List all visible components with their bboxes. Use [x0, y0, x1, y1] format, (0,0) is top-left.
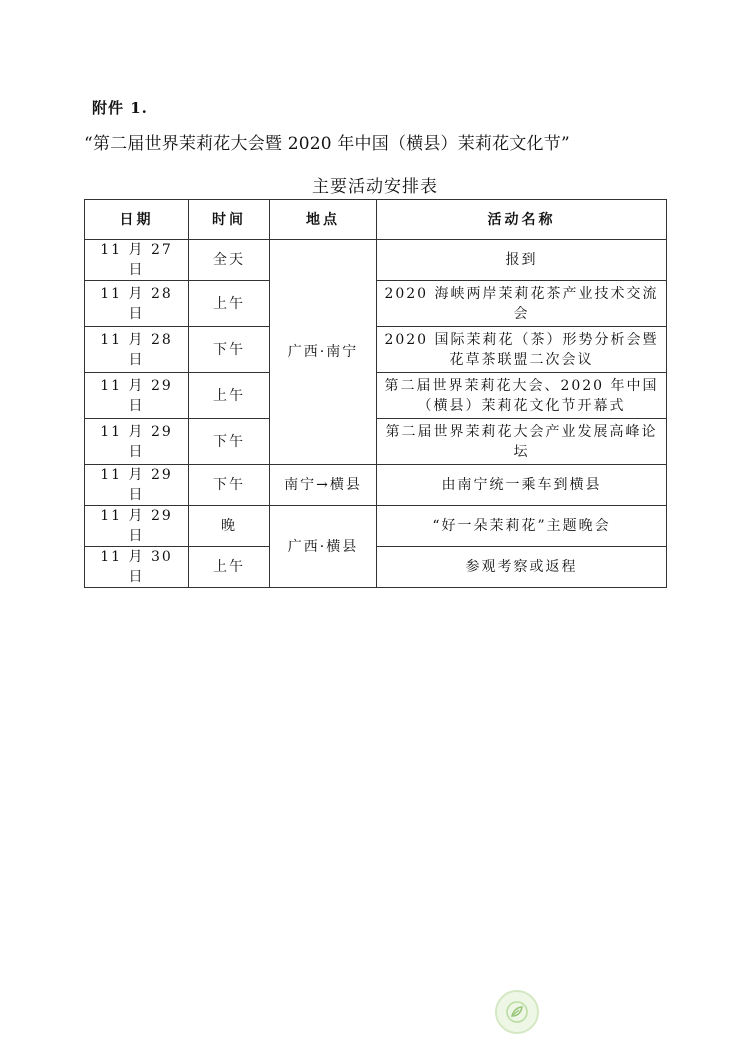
location-cell: 南宁→横县 — [270, 465, 377, 506]
time-cell: 上午 — [189, 373, 270, 419]
time-cell: 下午 — [189, 327, 270, 373]
activity-cell: 报到 — [377, 240, 667, 281]
attachment-label: 附件 1. — [92, 99, 148, 117]
activity-cell: 第二届世界茉莉花大会、2020 年中国（横县）茉莉花文化节开幕式 — [377, 373, 667, 419]
time-cell: 上午 — [189, 547, 270, 588]
activity-cell: “好一朵茉莉花”主题晚会 — [377, 506, 667, 547]
activity-cell: 2020 海峡两岸茉莉花茶产业技术交流会 — [377, 281, 667, 327]
date-cell: 11 月 27 日 — [85, 240, 189, 281]
time-cell: 晚 — [189, 506, 270, 547]
column-header-activity: 活动名称 — [377, 200, 667, 240]
date-cell: 11 月 29 日 — [85, 506, 189, 547]
activity-cell: 2020 国际茉莉花（茶）形势分析会暨花草茶联盟二次会议 — [377, 327, 667, 373]
activity-cell: 第二届世界茉莉花大会产业发展高峰论坛 — [377, 419, 667, 465]
date-cell: 11 月 30 日 — [85, 547, 189, 588]
column-header-location: 地点 — [270, 200, 377, 240]
time-cell: 下午 — [189, 419, 270, 465]
column-header-time: 时间 — [189, 200, 270, 240]
date-cell: 11 月 29 日 — [85, 465, 189, 506]
table-row — [85, 240, 667, 281]
location-cell: 广西·南宁 — [270, 240, 377, 465]
time-cell: 下午 — [189, 465, 270, 506]
table-header-row — [85, 200, 667, 240]
location-cell: 广西·横县 — [270, 506, 377, 588]
date-cell: 11 月 28 日 — [85, 327, 189, 373]
date-cell: 11 月 28 日 — [85, 281, 189, 327]
leaf-logo-icon — [495, 990, 539, 1034]
date-cell: 11 月 29 日 — [85, 419, 189, 465]
schedule-table — [84, 199, 667, 588]
activity-cell: 参观考察或返程 — [377, 547, 667, 588]
activity-cell: 由南宁统一乘车到横县 — [377, 465, 667, 506]
table-row — [85, 465, 667, 506]
time-cell: 全天 — [189, 240, 270, 281]
table-row — [85, 506, 667, 547]
column-header-date: 日期 — [85, 200, 189, 240]
document-title: “第二届世界茉莉花大会暨 2020 年中国（横县）茉莉花文化节” — [84, 134, 570, 154]
time-cell: 上午 — [189, 281, 270, 327]
date-cell: 11 月 29 日 — [85, 373, 189, 419]
table-title: 主要活动安排表 — [312, 177, 438, 197]
